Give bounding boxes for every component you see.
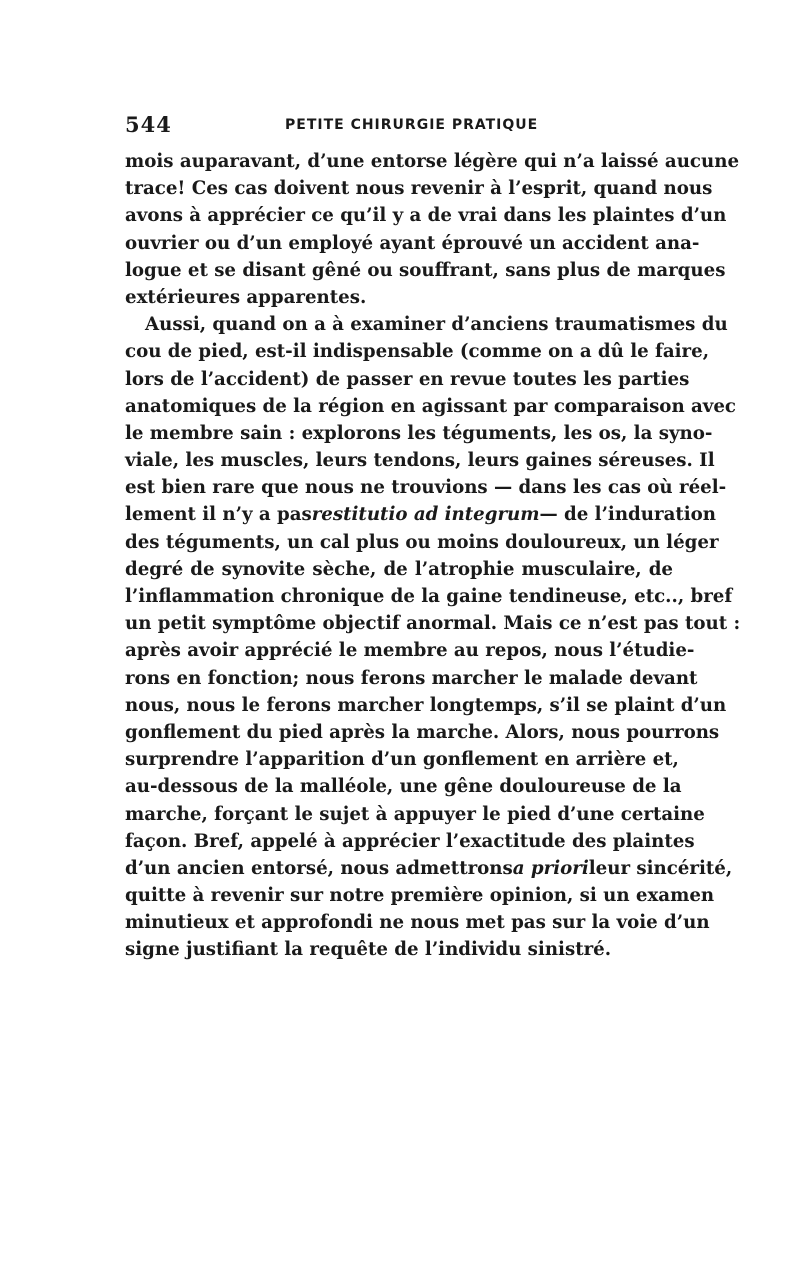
text-line: nous, nous le ferons marcher longtemps, s’il se plaint d’un [125,694,727,716]
text-line: un petit symptôme objectif anormal. Mais ce n’est pas tout : [125,613,741,635]
text-line: avons à apprécier ce qu’il y a de vrai dans les plaintes d’un [125,205,727,227]
text-line: est bien rare que nous ne trouvions — dans les cas où réel- [125,477,727,499]
text-line: Aussi, quand on a à examiner d’anciens traumatismes du [145,314,728,336]
text-line: anatomiques de la région en agissant par comparaison avec [125,395,736,417]
text-line [125,501,717,528]
text-line: des téguments, un cal plus ou moins douloureux, un léger [125,531,719,553]
text-line: ouvrier ou d’un employé ayant éprouvé un accident ana- [125,232,700,254]
text-line: viale, les muscles, leurs tendons, leurs gaines séreuses. Il [125,450,715,472]
body-text [125,148,741,964]
italic-phrase: restitutio ad integrum [311,504,540,526]
text-line: logue et se disant gêné ou souffrant, sans plus de marques [125,259,726,281]
text-line: quitte à revenir sur notre première opinion, si un examen [125,885,715,907]
text-line: rons en fonction; nous ferons marcher le malade devant [125,667,698,689]
text-line: extérieures apparentes. [125,286,367,308]
text-fragment: lement il n’y a pas [125,504,312,526]
text-line: gonflement du pied après la marche. Alors, nous pourrons [125,721,720,743]
text-line: cou de pied, est-il indispensable (comme on a dû le faire, [125,341,710,363]
text-line [125,855,733,882]
text-line: degré de synovite sèche, de l’atrophie musculaire, de [125,558,673,580]
text-line: au-dessous de la malléole, une gêne douloureuse de la [125,776,682,798]
text-line: marche, forçant le sujet à appuyer le pied d’une certaine [125,803,705,825]
text-fragment: leur sincérité, [588,857,733,879]
italic-phrase: a priori [512,857,589,879]
text-line: signe justifiant la requête de l’individu sinistré. [125,939,612,961]
text-fragment: d’un ancien entorsé, nous admettrons [125,857,513,879]
running-title: PETITE CHIRURGIE PRATIQUE [285,117,539,133]
text-line: surprendre l’apparition d’un gonflement en arrière et, [125,749,679,771]
text-line: après avoir apprécié le membre au repos, nous l’étudie- [125,640,695,662]
page-number: 544 [125,112,172,137]
text-line: le membre sain : explorons les téguments, les os, la syno- [125,422,713,444]
text-line: mois auparavant, d’une entorse légère qui n’a laissé aucune [125,151,740,172]
text-line: façon. Bref, appelé à apprécier l’exactitude des plaintes [125,830,695,852]
text-line: minutieux et approfondi ne nous met pas sur la voie d’un [125,912,710,934]
text-line: l’inflammation chronique de la gaine tendineuse, etc.., bref [125,586,733,607]
text-line: trace! Ces cas doivent nous revenir à l’esprit, quand nous [125,178,713,200]
page-header [125,112,675,142]
text-line: lors de l’accident) de passer en revue toutes les parties [125,368,690,390]
text-fragment: — de l’induration [539,504,717,526]
